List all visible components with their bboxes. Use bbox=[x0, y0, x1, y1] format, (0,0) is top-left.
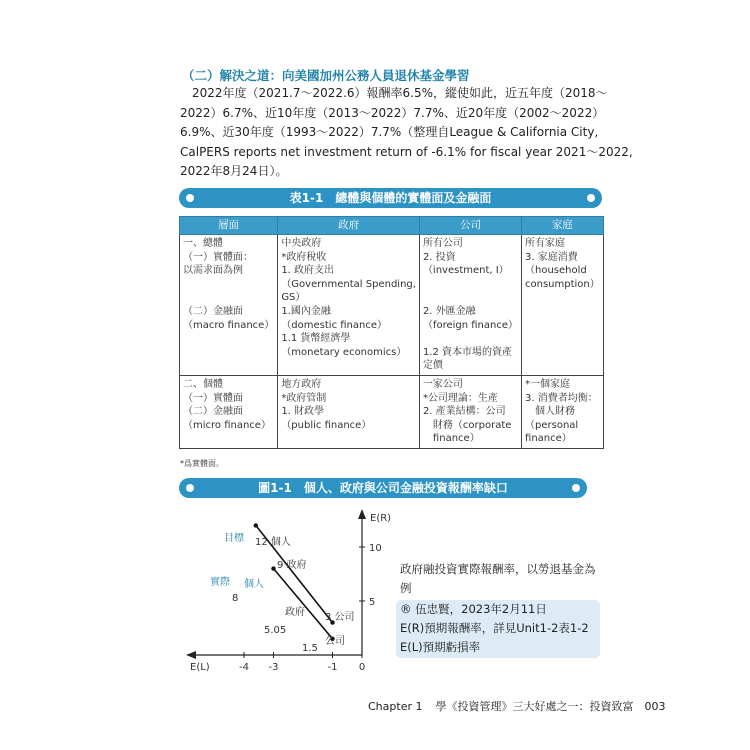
footer-chapter: Chapter 1 bbox=[368, 700, 423, 713]
cell-line: （domestic finance） bbox=[281, 319, 388, 331]
cell-line: 3. 消費者均衡： bbox=[525, 392, 598, 404]
figure-title: 圖1-1 個人、政府與公司金融投資報酬率缺口 bbox=[258, 481, 508, 495]
cell-line: 一家公司 bbox=[422, 378, 463, 390]
x-tick-label: -3 bbox=[268, 662, 279, 673]
table-cell bbox=[180, 375, 278, 448]
banner-dot-left bbox=[186, 194, 194, 202]
cell-line: *政府稅收 bbox=[281, 251, 327, 263]
cell-line: （foreign finance） bbox=[422, 319, 519, 331]
comparison-table bbox=[179, 216, 604, 449]
x-tick-label: -4 bbox=[239, 662, 249, 673]
cell-line bbox=[183, 278, 274, 292]
paragraph-line: CalPERS reports net investment return of -6.1% for fiscal year 2021～2022, bbox=[180, 144, 633, 159]
y-tick-label: 5 bbox=[369, 597, 376, 608]
cell-line: 3. 家庭消費 bbox=[525, 251, 578, 263]
cell-line: （investment, I） bbox=[422, 265, 509, 277]
cell-line: 以需求面為例 bbox=[183, 265, 243, 277]
cell-line: （personal bbox=[525, 419, 579, 431]
cell-line: （一）實體面 bbox=[183, 392, 243, 404]
series-start-label: 目標 bbox=[224, 533, 244, 544]
source-line: ® 伍忠賢，2023年2月11日 bbox=[400, 602, 547, 616]
banner-dot-right bbox=[572, 484, 580, 492]
y-tick-label: 10 bbox=[369, 543, 382, 554]
series-start-label: 實際 bbox=[210, 577, 230, 588]
cell-line: 2. 產業結構：公司 bbox=[422, 406, 506, 418]
cell-line: （Governmental Spending, bbox=[281, 278, 416, 290]
table-note: *爲實體面。 bbox=[180, 459, 224, 468]
series-point bbox=[271, 566, 275, 570]
cell-line bbox=[423, 332, 518, 346]
cell-line: 1.1 貨幣經濟學 bbox=[281, 333, 351, 345]
cell-line: （household bbox=[525, 265, 587, 277]
return-gap-chart bbox=[180, 505, 395, 677]
annotation: 1.5 bbox=[302, 643, 318, 654]
table-title-banner bbox=[179, 188, 602, 208]
table-cell bbox=[278, 235, 420, 376]
cell-line: 1. 財政學 bbox=[281, 406, 325, 418]
x-tick-label: -1 bbox=[327, 662, 338, 673]
source-line: E(L)預期虧損率 bbox=[400, 640, 481, 654]
series-end-label: 公司 bbox=[325, 636, 345, 647]
cell-line: finance） bbox=[422, 433, 480, 445]
cell-line: 二、個體 bbox=[183, 378, 223, 390]
series-point bbox=[254, 523, 258, 527]
table-cell bbox=[278, 375, 420, 448]
banner-dot-right bbox=[587, 194, 595, 202]
column-header: 層面 bbox=[180, 217, 278, 235]
annotation: 9 政府 bbox=[277, 560, 307, 571]
cell-line: 中央政府 bbox=[281, 238, 322, 249]
series-start-label: 8 bbox=[232, 593, 239, 604]
cell-line: 所有公司 bbox=[422, 238, 463, 249]
cell-line: 所有家庭 bbox=[525, 238, 566, 249]
cell-line: 定價 bbox=[422, 360, 443, 372]
page-footer bbox=[368, 698, 665, 714]
series-start-label: 個人 bbox=[244, 579, 264, 590]
series-start-label: 12 個人 bbox=[255, 537, 291, 548]
cell-line: 財務（corporate bbox=[422, 419, 512, 431]
table-header-row bbox=[180, 217, 604, 235]
column-header: 政府 bbox=[278, 217, 420, 235]
cell-line: （monetary economics） bbox=[281, 346, 407, 358]
table-cell bbox=[419, 235, 521, 376]
cell-line: 個人財務 bbox=[525, 406, 576, 418]
cell-line: （二）金融面 bbox=[183, 406, 243, 418]
table-cell bbox=[522, 375, 604, 448]
cell-line: 2. 外匯金融 bbox=[422, 305, 476, 317]
cell-line: 地方政府 bbox=[281, 378, 322, 390]
section-heading: （二）解決之道：向美國加州公務人員退休基金學習 bbox=[182, 68, 470, 83]
cell-line bbox=[183, 291, 274, 305]
cell-line: *一個家庭 bbox=[525, 378, 571, 390]
table-cell bbox=[419, 375, 521, 448]
paragraph-line: 6.9%、近30年度（1993～2022）7.7%（整理自League & California City, bbox=[180, 125, 599, 139]
table-title: 表1-1 總體與個體的實體面及金融面 bbox=[289, 191, 492, 205]
cell-line bbox=[423, 278, 518, 292]
cell-line bbox=[423, 291, 518, 305]
column-header: 公司 bbox=[419, 217, 521, 235]
annotation: 5.05 bbox=[264, 625, 287, 636]
cell-line: （public finance） bbox=[281, 419, 372, 431]
y-axis-arrow-icon bbox=[358, 509, 366, 519]
body-paragraph bbox=[180, 84, 633, 182]
y-axis-label: E(R) bbox=[370, 513, 392, 524]
table-body bbox=[180, 235, 604, 449]
figure-title-banner bbox=[179, 478, 587, 498]
paragraph-line: 2022）6.7%、近10年度（2013～2022）7.7%、近20年度（2002～2022） bbox=[180, 105, 605, 120]
table-row bbox=[180, 235, 604, 376]
annotation: 政府 bbox=[285, 607, 305, 618]
series-end-label: 3 公司 bbox=[325, 612, 355, 623]
column-header: 家庭 bbox=[522, 217, 604, 235]
x-axis-arrow-icon bbox=[186, 651, 196, 659]
chart-description: 政府融投資實際報酬率，以勞退基金為例 bbox=[400, 562, 596, 595]
cell-line: 2. 投資 bbox=[422, 251, 456, 263]
table-cell bbox=[180, 235, 278, 376]
footer-title: 學《投資管理》三大好處之一：投資致富 bbox=[435, 700, 634, 713]
cell-line: consumption） bbox=[525, 278, 600, 290]
table-cell bbox=[522, 235, 604, 376]
cell-line: *公司理論：生產 bbox=[422, 392, 498, 404]
cell-line: *政府管制 bbox=[281, 392, 327, 404]
cell-line: GS） bbox=[281, 292, 306, 304]
paragraph-line: 2022年度（2021.7～2022.6）報酬率6.5%，縱使如此，近五年度（2018～ bbox=[180, 86, 608, 100]
cell-line: finance） bbox=[525, 433, 572, 445]
cell-line: 1.國內金融 bbox=[281, 305, 331, 317]
source-box bbox=[396, 600, 600, 658]
cell-line: 1.2 資本市場的資產 bbox=[422, 346, 513, 358]
x-axis-label: E(L) bbox=[190, 662, 210, 673]
cell-line: （micro finance） bbox=[183, 419, 271, 431]
source-line: E(R)預期報酬率，詳見Unit1-2表1-2 bbox=[400, 621, 589, 635]
table-row bbox=[180, 375, 604, 448]
banner-dot-left bbox=[186, 484, 194, 492]
paragraph-line: 2022年8月24日）。 bbox=[180, 164, 288, 178]
cell-line: 1. 政府支出 bbox=[281, 265, 335, 277]
cell-line: 一、總體 bbox=[183, 238, 223, 249]
cell-line: （一）實體面： bbox=[183, 251, 253, 263]
cell-line: （二）金融面 bbox=[183, 305, 243, 317]
page-number: 003 bbox=[644, 700, 666, 713]
cell-line: （macro finance） bbox=[183, 319, 275, 331]
x-tick-label: 0 bbox=[358, 662, 366, 673]
